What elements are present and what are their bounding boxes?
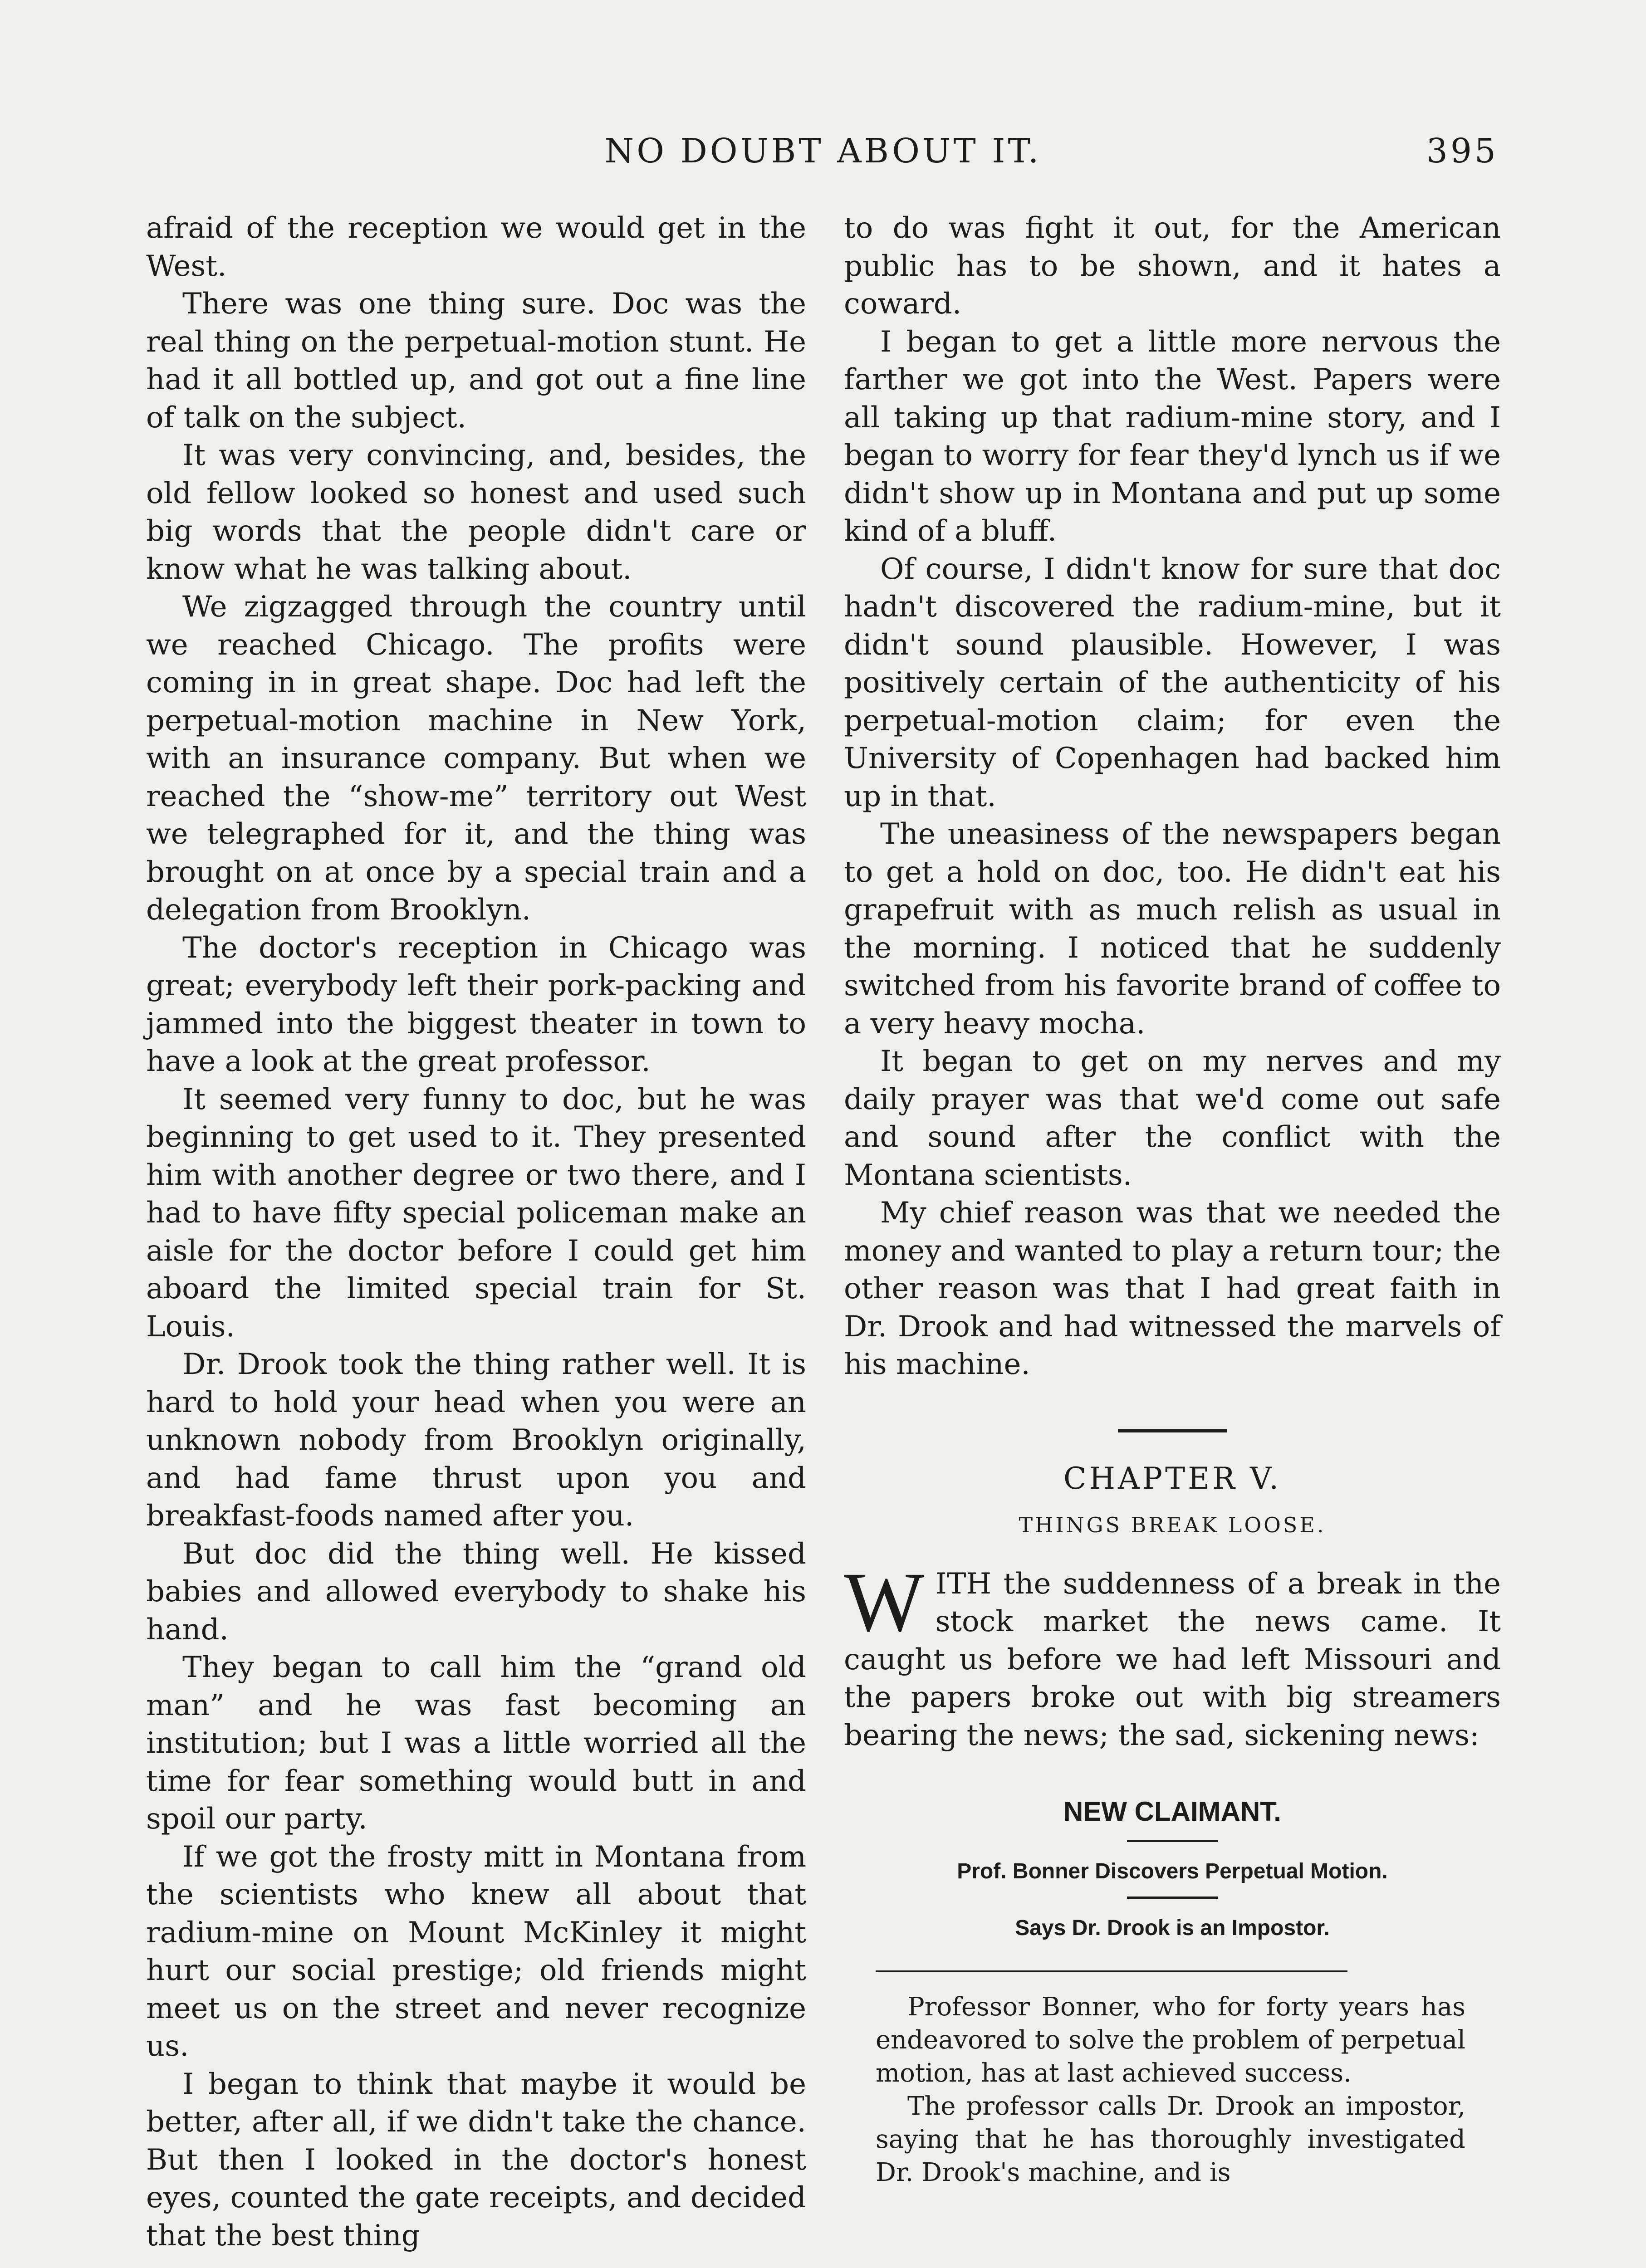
running-title: NO DOUBT ABOUT IT. (604, 132, 1042, 171)
paragraph: I began to think that maybe it would be better, after all, if we didn't take the chance. But then I looked in the doctor's honest eyes, counted the gate receipts, and decided that the best thing (146, 2067, 806, 2253)
paragraph: The uneasiness of the newspapers began to get a hold on doc, too. He didn't eat his grapefruit with as much relish as usual in the morning. I noticed that he suddenly switched from his favorite brand of coffee to a very heavy mocha. (844, 817, 1501, 1041)
paragraph: It began to get on my nerves and my daily prayer was that we'd come out safe and sound after the conflict with the Montana scientists. (844, 1045, 1501, 1192)
paragraph: Of course, I didn't know for sure that doc hadn't discovered the radium-mine, but it didn't sound plausible. However, I was positively certain of the authenticity of his perpetual-motion claim; for even the University of Copenhagen had backed him up in that. (844, 552, 1501, 813)
paragraph: afraid of the reception we would get in the West. (146, 211, 806, 283)
newspaper-deck-1: Prof. Bonner Discovers Perpetual Motion. (957, 1859, 1388, 1883)
paragraph: But doc did the thing well. He kissed babies and allowed everybody to shake his hand. (146, 1537, 806, 1647)
paragraph: The doctor's reception in Chicago was great; everybody left their pork-packing and jammed into the biggest theater in town to have a look at the great professor. (146, 931, 806, 1078)
paragraph: There was one thing sure. Doc was the real thing on the perpetual-motion stunt. He had it all bottled up, and got out a fine line of talk on the subject. (146, 287, 806, 435)
left-column (146, 210, 806, 2255)
section-divider (1118, 1429, 1227, 1432)
headline-rule (1127, 1840, 1218, 1842)
deck-rule (1127, 1897, 1218, 1899)
paragraph: to do was fight it out, for the American public has to be shown, and it hates a coward. (844, 211, 1501, 321)
paragraph: We zigzagged through the country until we reached Chicago. The profits were coming in in great shape. Doc had left the perpetual-motion machine in New York, with an insurance company. But when we reached the “show-me” territory out West we telegraphed for it, and the thing was brought on at once by a special train and a delegation from Brooklyn. (146, 590, 806, 927)
paragraph: If we got the frosty mitt in Montana from the scientists who knew all about that radium-mine on Mount McKinley it might hurt our social prestige; old friends might meet us on the street and never recognize us. (146, 1840, 806, 2063)
paragraph: Dr. Drook took the thing rather well. It is hard to hold your head when you were an unknown nobody from Brooklyn originally, and had fame thrust upon you and breakfast-foods named after you. (146, 1348, 806, 1533)
chapter-subtitle: THINGS BREAK LOOSE. (1019, 1513, 1326, 1537)
right-column (844, 210, 1501, 2189)
newspaper-article (876, 1990, 1465, 2189)
newspaper-deck-2: Says Dr. Drook is an Impostor. (1015, 1916, 1330, 1940)
article-paragraph: The professor calls Dr. Drook an impostor, saying that he has thoroughly investigated Dr. Drook's machine, and is (876, 2091, 1465, 2187)
article-paragraph: Professor Bonner, who for forty years has endeavored to solve the problem of perpetual motion, has at last achieved success. (876, 1992, 1465, 2088)
paragraph: It was very convincing, and, besides, the old fellow looked so honest and used such big words that the people didn't care or know what he was talking about. (146, 439, 806, 586)
paragraph: They began to call him the “grand old man” and he was fast becoming an institution; but I was a little worried all the time for fear something would butt in and spoil our party. (146, 1651, 806, 1836)
newspaper-headline: NEW CLAIMANT. (1063, 1796, 1281, 1827)
article-rule (876, 1970, 1347, 1972)
chapter-opening (844, 1554, 1501, 1755)
chapter-title: CHAPTER V. (1063, 1461, 1282, 1496)
paragraph: My chief reason was that we needed the money and wanted to play a return tour; the other reason was that I had great faith in Dr. Drook and had witnessed the marvels of his machine. (844, 1196, 1501, 1381)
paragraph: It seemed very funny to doc, but he was beginning to get used to it. They presented him with another degree or two there, and I had to have fifty special policeman make an aisle for the doctor before I could get him aboard the limited special train for St. Louis. (146, 1082, 806, 1344)
page-number: 395 (1426, 132, 1499, 171)
paragraph: I began to get a little more nervous the farther we got into the West. Papers were all taking up that radium-mine story, and I began to worry for fear they'd lynch us if we didn't show up in Montana and put up some kind of a bluff. (844, 325, 1501, 548)
chapter-opening-text: ITH the suddenness of a break in the stock market the news came. It caught us before we had left Missouri and the papers broke out with big streamers bearing the news; the sad, sickening news: (844, 1567, 1501, 1752)
drop-cap: W (844, 1554, 925, 1649)
